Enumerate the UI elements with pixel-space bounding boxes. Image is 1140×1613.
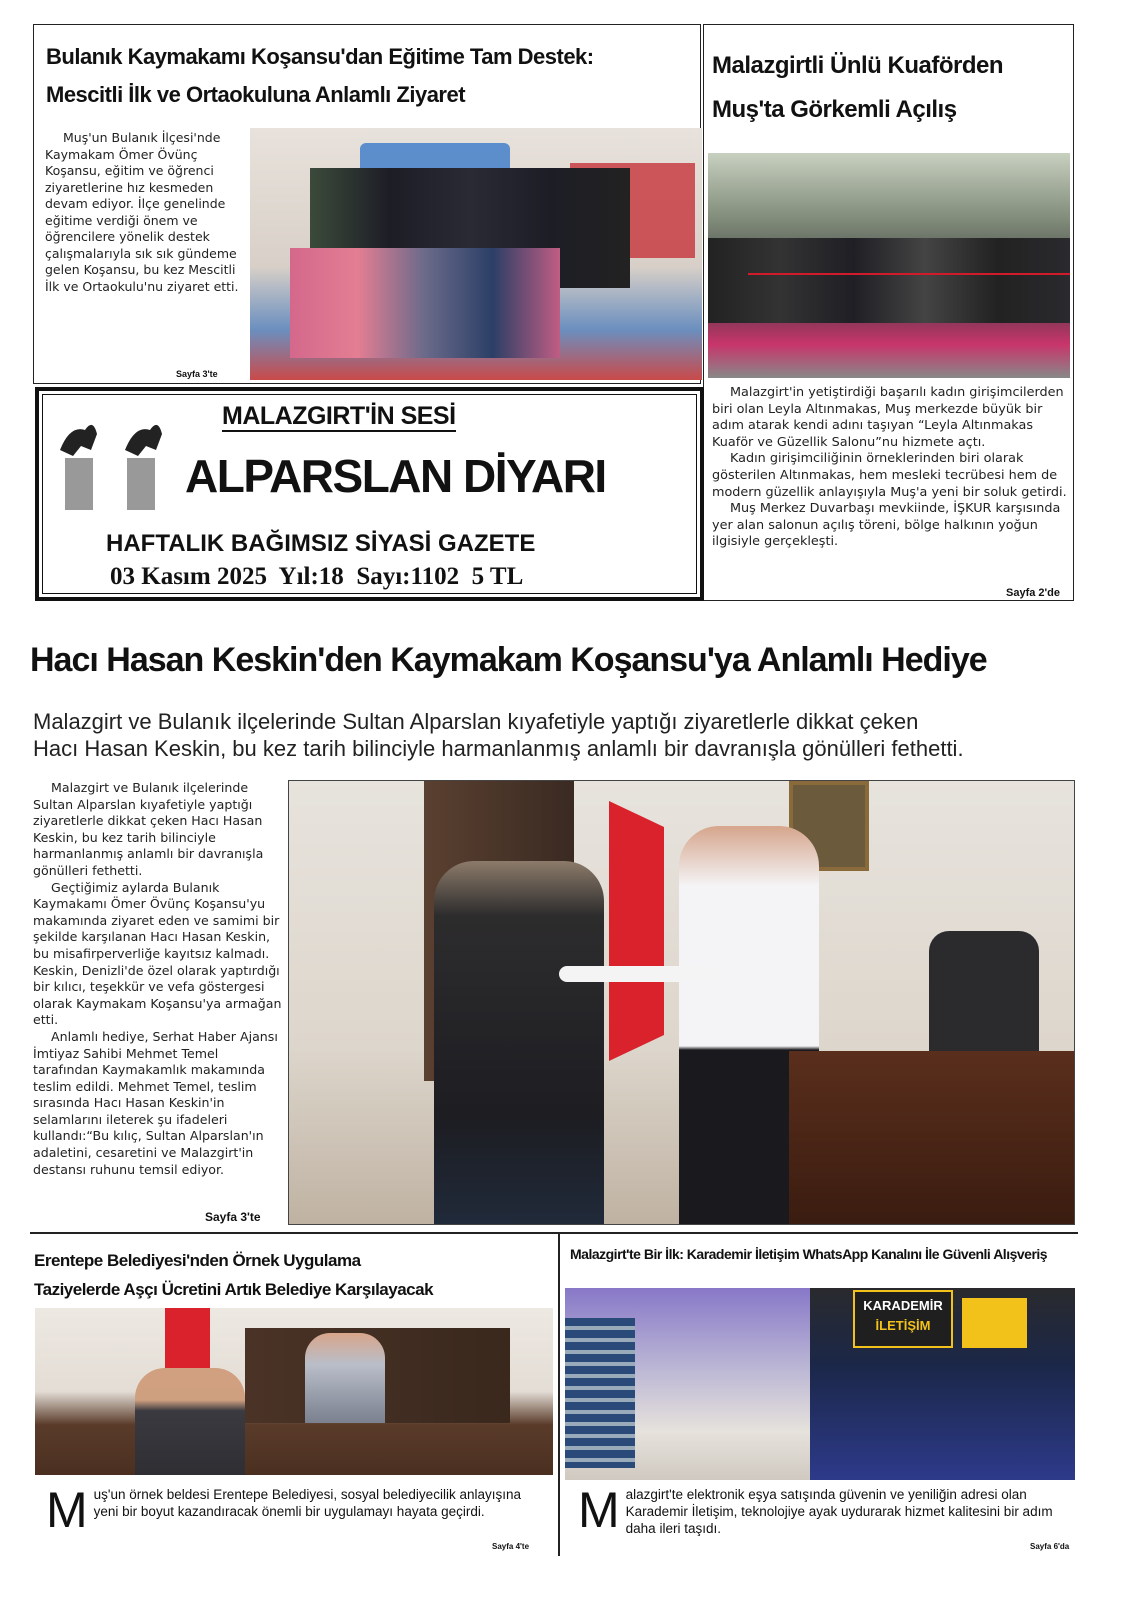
headline-line: Bulanık Kaymakamı Koşansu'dan Eğitime Tam Destek: xyxy=(46,44,594,69)
top-left-body: Muş'un Bulanık İlçesi'nde Kaymakam Ömer Övünç Koşansu, eğitim ve öğrenci ziyaretlerine hız kesmeden devam ediyor. İlçe genelinde eğitime verdiği önem ve öğrencilere yönelik destek çalışmalarıyla sık sık gündeme gelen Koşansu, bu kez Mescitli İlk ve Ortaokulu'nu ziyaret etti. xyxy=(45,130,239,294)
main-headline-text: Hacı Hasan Keskin'den Kaymakam Koşansu'ya Anlamlı Hediye xyxy=(30,641,987,679)
sign-line: KARADEMİR xyxy=(863,1298,943,1313)
sign-line: İLETİŞİM xyxy=(875,1318,931,1333)
headline-line: Taziyelerde Aşçı Ücretini Artık Belediye Karşılayacak xyxy=(34,1280,434,1299)
issue-year: Yıl:18 xyxy=(278,563,344,590)
section-divider xyxy=(30,1232,1078,1234)
horse-rider-statue-icon xyxy=(55,410,167,510)
headline-line: Mescitli İlk ve Ortaokuluna Anlamlı Ziyaret xyxy=(46,82,466,107)
karademir-store-photo xyxy=(565,1288,1075,1480)
top-left-headline[interactable] xyxy=(46,38,694,114)
masthead-subtitle: HAFTALIK BAĞIMSIZ SİYASİ GAZETE xyxy=(106,530,536,557)
page-ref[interactable]: Sayfa 4'te xyxy=(492,1542,530,1551)
erentepe-mayor-photo xyxy=(35,1308,553,1475)
issue-line xyxy=(110,562,523,592)
main-headline[interactable] xyxy=(30,640,1080,680)
bottom-left-body xyxy=(46,1482,546,1538)
main-deck xyxy=(33,708,1083,762)
headline-line: Muş'ta Görkemli Açılış xyxy=(712,96,957,123)
page-ref[interactable]: Sayfa 3'te xyxy=(176,369,218,379)
bottom-left-headline[interactable] xyxy=(34,1246,554,1304)
drop-cap: M xyxy=(578,1482,620,1538)
page-ref[interactable]: Sayfa 2'de xyxy=(1006,587,1060,599)
masthead-kicker: MALAZGIRT'İN SESİ xyxy=(222,402,456,430)
gift-ceremony-photo xyxy=(288,780,1075,1225)
headline-line: Malazgirt'te Bir İlk: Karademir İletişim WhatsApp Kanalını İle Güvenli Alışveriş xyxy=(570,1246,1048,1262)
masthead-title: ALPARSLAN DİYARI xyxy=(185,450,606,502)
store-sign-small xyxy=(962,1298,1027,1348)
main-body: Malazgirt ve Bulanık ilçelerinde Sultan Alparslan kıyafetiyle yaptığı ziyaretlerle dikkat çeken Hacı Hasan Keskin, bu kez tarih bilinciyle harmanlanmış anlamlı bir davranışla gönülleri fethetti. Geçtiğimiz aylarda Bulanık Kaymakamı Ömer Övünç Koşansu'yu makamında ziyaret eden ve samimi bir şekilde karşılanan Hacı Hasan Keskin, bu misafirperverliğe kayıtsız kalmadı. Keskin, Denizli'de özel olarak yaptırdığı bir kılıcı, teşekkür ve vefa göstergesi olarak Kaymakam Koşansu'ya armağan etti. Anlamlı hediye, Serhat Haber Ajansı İmtiyaz Sahibi Mehmet Temel tarafından Kaymakamlık makamında teslim edildi. Mehmet Temel, teslim sırasında Hacı Hasan Keskin'in selamlarını ileterek şu ifadeleri kullandı:“Bu kılıç, Sultan Alparslan'ın adaletini, cesaretini ve Malazgirt'in destansı ruhunu temsil ediyor. xyxy=(33,780,282,1177)
page-ref[interactable]: Sayfa 6'da xyxy=(1030,1542,1070,1551)
top-right-body: Malazgirt'in yetiştirdiği başarılı kadın girişimcilerden biri olan Leyla Altınmakas, Muş merkezde büyük bir adım atarak kendi adını taşıyan “Leyla Altınmakas Kuaför ve Güzellik Salonu”nu hizmete açtı. Kadın girişimciliğinin örneklerinden biri olarak gösterilen Altınmakas, hem mesleki tecrübesi hem de modern güzellik anlayışıyla Muş'a yeni bir soluk getirdi. Muş Merkez Duvarbaşı mevkiinde, İŞKUR karşısında yer alan salonun açılış töreni, bölge halkının yoğun ilgisiyle gerçekleşti. xyxy=(712,385,1067,550)
drop-cap: M xyxy=(46,1482,88,1538)
column-divider xyxy=(558,1234,560,1556)
issue-price: 5 TL xyxy=(471,563,524,590)
salon-opening-photo xyxy=(708,153,1070,378)
bottom-right-headline[interactable] xyxy=(570,1244,1075,1264)
store-sign xyxy=(853,1290,953,1348)
deck-line: Hacı Hasan Keskin, bu kez tarih bilinciyle harmanlanmış anlamlı bir davranışla gönülleri fethetti. xyxy=(33,736,964,761)
body-text: uş'un örnek beldesi Erentepe Belediyesi, sosyal belediyecilik anlayışına yeni bir boyut kazandıracak önemli bir uygulamayı hayata geçirdi. xyxy=(93,1487,521,1519)
issue-number: Sayı:1102 xyxy=(356,563,460,590)
body-text: alazgirt'te elektronik eşya satışında güvenin ve yeniliğin adresi olan Karademir İletişim, teknolojiye ayak uydurarak hizmet kalitesini bir adım daha ileri taşıdı. xyxy=(625,1487,1053,1536)
top-right-headline[interactable] xyxy=(712,44,1068,132)
headline-line: Malazgirtli Ünlü Kuaförden xyxy=(712,52,1004,79)
deck-line: Malazgirt ve Bulanık ilçelerinde Sultan Alparslan kıyafetiyle yaptığı ziyaretlerle dikkat çeken xyxy=(33,709,919,734)
school-visit-photo xyxy=(250,128,702,380)
page-ref[interactable]: Sayfa 3'te xyxy=(205,1210,261,1224)
issue-date: 03 Kasım 2025 xyxy=(110,563,267,590)
bottom-right-body xyxy=(578,1482,1073,1538)
headline-line: Erentepe Belediyesi'nden Örnek Uygulama xyxy=(34,1251,361,1270)
